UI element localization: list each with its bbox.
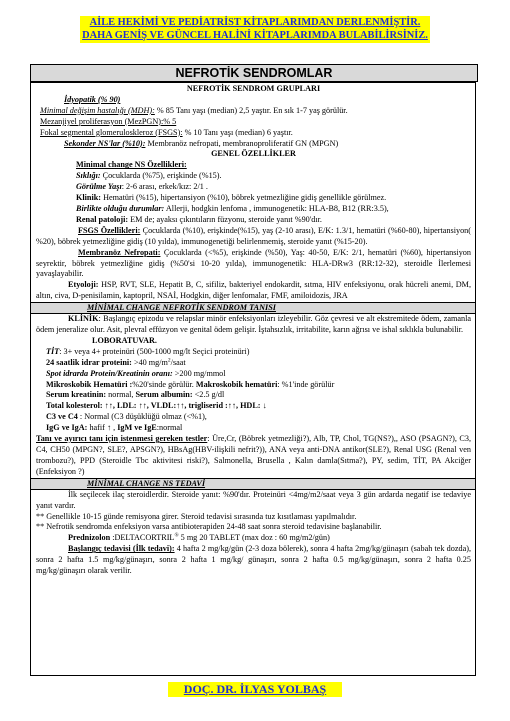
document-body	[30, 82, 476, 676]
banner-line-1: AİLE HEKİMİ VE PEDİATRİST KİTAPLARIMDAN DERLENMİŞTİR.	[89, 17, 421, 28]
klinik-line	[36, 193, 471, 204]
pred-text: :DELTACORTRIL	[110, 533, 175, 543]
siklik-label: Sıklığı:	[76, 171, 101, 181]
tetkik-label: Tanı ve ayırıcı tanı için istenmesi gereken testler	[36, 434, 208, 444]
klinik-text: Hematüri (%15), hipertansiyon (%10), böbrek yetmezliğine gidiş genellikle görülmez.	[101, 193, 387, 203]
fsgs-group-text: % 10 Tanı yaşı (median) 6 yaştır.	[182, 127, 293, 137]
diagnosis-klinik-label: KLİNİK	[68, 314, 99, 324]
ig-text-1: hafif ↑ ,	[87, 423, 118, 433]
birlikte-label: Birlikte olduğu durumlar:	[76, 203, 165, 213]
membranoz-label: Membranöz Nefropati:	[78, 247, 161, 257]
membranoz-features	[36, 248, 471, 281]
ig-label-2: IgM ve IgE	[117, 423, 157, 433]
mikro-text: %20'sinde görülür.	[132, 379, 196, 389]
spot-label: Spot idrarda Protein/Kreatinin oranı:	[46, 368, 173, 378]
yas-label: Görülme Yaşı	[76, 182, 122, 192]
lab-heading: LOBORATUVAR.	[92, 335, 157, 345]
baslangic-paragraph	[36, 544, 471, 577]
idrar-line	[36, 358, 471, 369]
idiopatik-label: İdyopatik (% 90)	[64, 94, 121, 104]
fsgs-features-label: FSGS Özellikleri:	[78, 225, 141, 235]
treatment-section-header: MİNİMAL CHANGE NS TEDAVİ	[31, 478, 475, 490]
fsgs-features	[36, 226, 471, 248]
lipid-line: Total kolesterol: ↑↑, LDL: ↑↑, VLDL:↑↑, trigliserid :↑↑, HDL: ↓	[46, 401, 267, 411]
tit-text: : 3+ veya 4+ proteinüri (500-1000 mg/lt Seçici proteinüri)	[59, 346, 250, 356]
mdh-line	[36, 106, 471, 117]
renal-label: Renal patoloji:	[76, 214, 129, 224]
mikro-line	[36, 380, 471, 391]
serum-kre-value: normal,	[108, 390, 136, 400]
c3-line	[36, 412, 471, 423]
makro-label: Makroskobik hematüri	[195, 379, 278, 389]
makro-text: : %1'inde görülür	[277, 379, 335, 389]
pred-sup: ®	[174, 532, 179, 539]
idrar-text: >40 mg/m	[131, 357, 168, 367]
idrar-tail: /saat	[170, 357, 186, 367]
treatment-p1: İlk seçilecek ilaç steroidlerdir. Steroide yanıt: %90'dır. Proteinüri <4mg/m2/saat veya 3 gün ardarda negatif ise tedaviye yanıt vardır.	[36, 489, 471, 510]
mc-heading: Minimal change NS Özellikleri:	[76, 160, 187, 170]
pred-tail: 5 mg 20 TABLET (max doz : 60 mg/m2/gün)	[178, 533, 330, 543]
renal-line	[36, 215, 471, 226]
author-footer	[168, 682, 342, 697]
treatment-p3: ** Nefrotik sendromda enfeksiyon varsa antibioterapiden 24-48 saat sonra steroid tedavisine başlanabilir.	[36, 522, 382, 532]
etyoloji-paragraph	[36, 280, 471, 302]
membranoz-text: Çocuklarda (<%5), erişkinde (%50), Yaş: 40-50, E/K: 2/1, hematüri (%60), hipertansiyon seyrektir, böbrek yetmezliğine gidiş (%50'si 10-20 yılda), immunogenetik: HLA-DRw3 (RR:12-32), steroidle İlerlemesi yavaşlayabilir.	[36, 247, 471, 279]
etyoloji-text: HSP, RVT, SLE, Hepatit B, C, sifiliz, bakteriyel endokardit, sıtma, HIV enfeksiyonu, orak hücreli anemi, DM, altın, civa, D-penisilamin, kaptopril, NSAİ, Hodgkin, diğer lenfomalar, FMF, amiloidozis, JRA	[36, 280, 471, 301]
ig-line	[36, 423, 471, 434]
tetkik-paragraph	[36, 434, 471, 478]
tit-line	[36, 347, 471, 358]
spot-line	[36, 369, 471, 380]
idiopatik-line	[36, 95, 471, 106]
prednizolon-line	[36, 533, 471, 544]
diagnosis-klinik-text: : Başlangıç epizodu ve relapslar minör enfeksiyonları izleyebilir. Göz çevresi ve alt ekstremitede ödem, zamanla ödem jeneralize olur. Asit, plevral effüzyon ve genital ödem gelişir. İştahsızlık, irritabilite, karın ağrısı ve ishal sıklıkla bulunabilir.	[36, 314, 471, 335]
spot-text: >200 mg/mmol	[172, 368, 226, 378]
siklik-line	[36, 171, 471, 182]
treatment-p2: ** Genellikle 10-15 günde remisyona girer. Steroid tedavisi sırasında tuz kısıtlaması yapılmalıdır.	[36, 511, 357, 521]
sekonder-text: Membranöz nefropati, membranoproliferatif GN (MPGN)	[145, 138, 339, 148]
idrar-sup: 2	[167, 357, 171, 364]
albumin-text: <2.5 g/dl	[192, 390, 225, 400]
header-banner	[80, 16, 430, 43]
mdh-text: % 85 Tanı yaşı (median) 2,5 yaştır. En sık 1-7 yaş görülür.	[154, 105, 348, 115]
mdh-label: Minimal değişim hastalığı (MDH):	[40, 105, 155, 115]
tit-label: TİT	[46, 346, 60, 356]
ig-text-2: :normal	[156, 423, 183, 433]
ig-label-1: IgG ve IgA:	[46, 423, 88, 433]
fsgs-group-label: Fokal segmental glomeruloskleroz (FSGS):	[40, 127, 183, 137]
baslangic-label: Başlangıç tedavisi (İlk tedavi):	[68, 544, 175, 554]
birlikte-line	[36, 204, 471, 215]
diagnosis-klinik	[36, 314, 471, 336]
albumin-label: Serum albumin:	[135, 390, 193, 400]
c3-text: : Normal (C3 düşüklüğü olmaz (<%1),	[77, 412, 207, 422]
sekonder-label: Sekonder NS'lar (%10):	[64, 138, 146, 148]
serum-line	[36, 390, 471, 401]
pred-label: Prednizolon	[68, 533, 111, 543]
idrar-label: 24 saatlik idrar proteini:	[46, 357, 132, 367]
banner-line-2: DAHA GENİŞ VE GÜNCEL HALİNİ KİTAPLARIMDA BULABİLİRSİNİZ.	[82, 29, 428, 41]
features-heading: GENEL ÖZELLİKLER	[211, 149, 296, 159]
c3-label: C3 ve C4	[46, 412, 78, 422]
fsgs-group-line	[36, 128, 471, 139]
fsgs-features-text: Çocuklarda (%10), erişkinde(%15), yaş (2-10 arası), E/K: 1.3/1, hematüri (%60-80), hipertansiyon( %20), böbrek yetmezliğine gidiş (10 yılda), immunogenetiği belirlenmemiş, steroide yanıt (%15-20).	[36, 225, 471, 246]
yas-text: : 2-6 arası, erkek/kız: 2/1 .	[121, 182, 208, 192]
siklik-text: Çocuklarda (%75), erişkinde (%15).	[100, 171, 222, 181]
klinik-label: Klinik:	[76, 193, 102, 203]
diagnosis-section-header: MİNİMAL CHANGE NEFROTİK SENDROM TANISI	[31, 302, 475, 314]
author-name: DOÇ. DR. İLYAS YOLBAŞ	[183, 682, 327, 696]
birlikte-text: Allerji, hodgkin lenfoma , immunogenetik: HLA-B8, B12 (RR:3.5),	[164, 203, 389, 213]
serum-kre-label: Serum kreatinin:	[46, 390, 109, 400]
mikro-label: Mikroskobik Hematüri :	[46, 379, 133, 389]
etyoloji-label: Etyoloji:	[68, 280, 99, 290]
renal-text: EM de; ayaksı çıkıntıların füzyonu, steroide yanıt %90'dır.	[128, 214, 322, 224]
baslangic-text: 4 hafta 2 mg/kg/gün (2-3 doza bölerek), sonra 4 hafta 2mg/kg/günaşırı (sabah tek dozda), sonra 2 hafta 1.5 mg/kg/günaşırı, sonra 2 hafta 1 mg/kg/ günaşırı, sonra 2 hafta 0.5 mg/kg/günaşırı, sonra 2 hafta 0.25 mg/kg/günaşırı olarak verilir.	[36, 544, 471, 576]
sekonder-line	[36, 139, 471, 150]
page-title: NEFROTİK SENDROMLAR	[30, 64, 478, 82]
mezpgn-line: Mezanjiyel proliferasyon (MezPGN):% 5	[40, 116, 177, 126]
groups-heading: NEFROTİK SENDROM GRUPLARI	[186, 84, 321, 93]
tetkik-text: : Üre,Cr, (Böbrek yetmezliği?), Alb, TP, Chol, TG(NS?),, ASO (PSAGN?), C3, C4, CH50 (MPGN?, SLE?, APSGN?), HBsAg(HBV-ilişkili nefrit?)), ANA veya anti-DNA antikor(SLE?), Renal USG (Renal ven trombozu?), PPD (Steroidle Tbc aktivitesi riski?), Salmonella, Brusella , Kalın damla(Sıtma?), PY, sedim, TİT, PA Akciğer (Enfeksiyon ?)	[36, 434, 472, 476]
yas-line	[36, 182, 471, 193]
